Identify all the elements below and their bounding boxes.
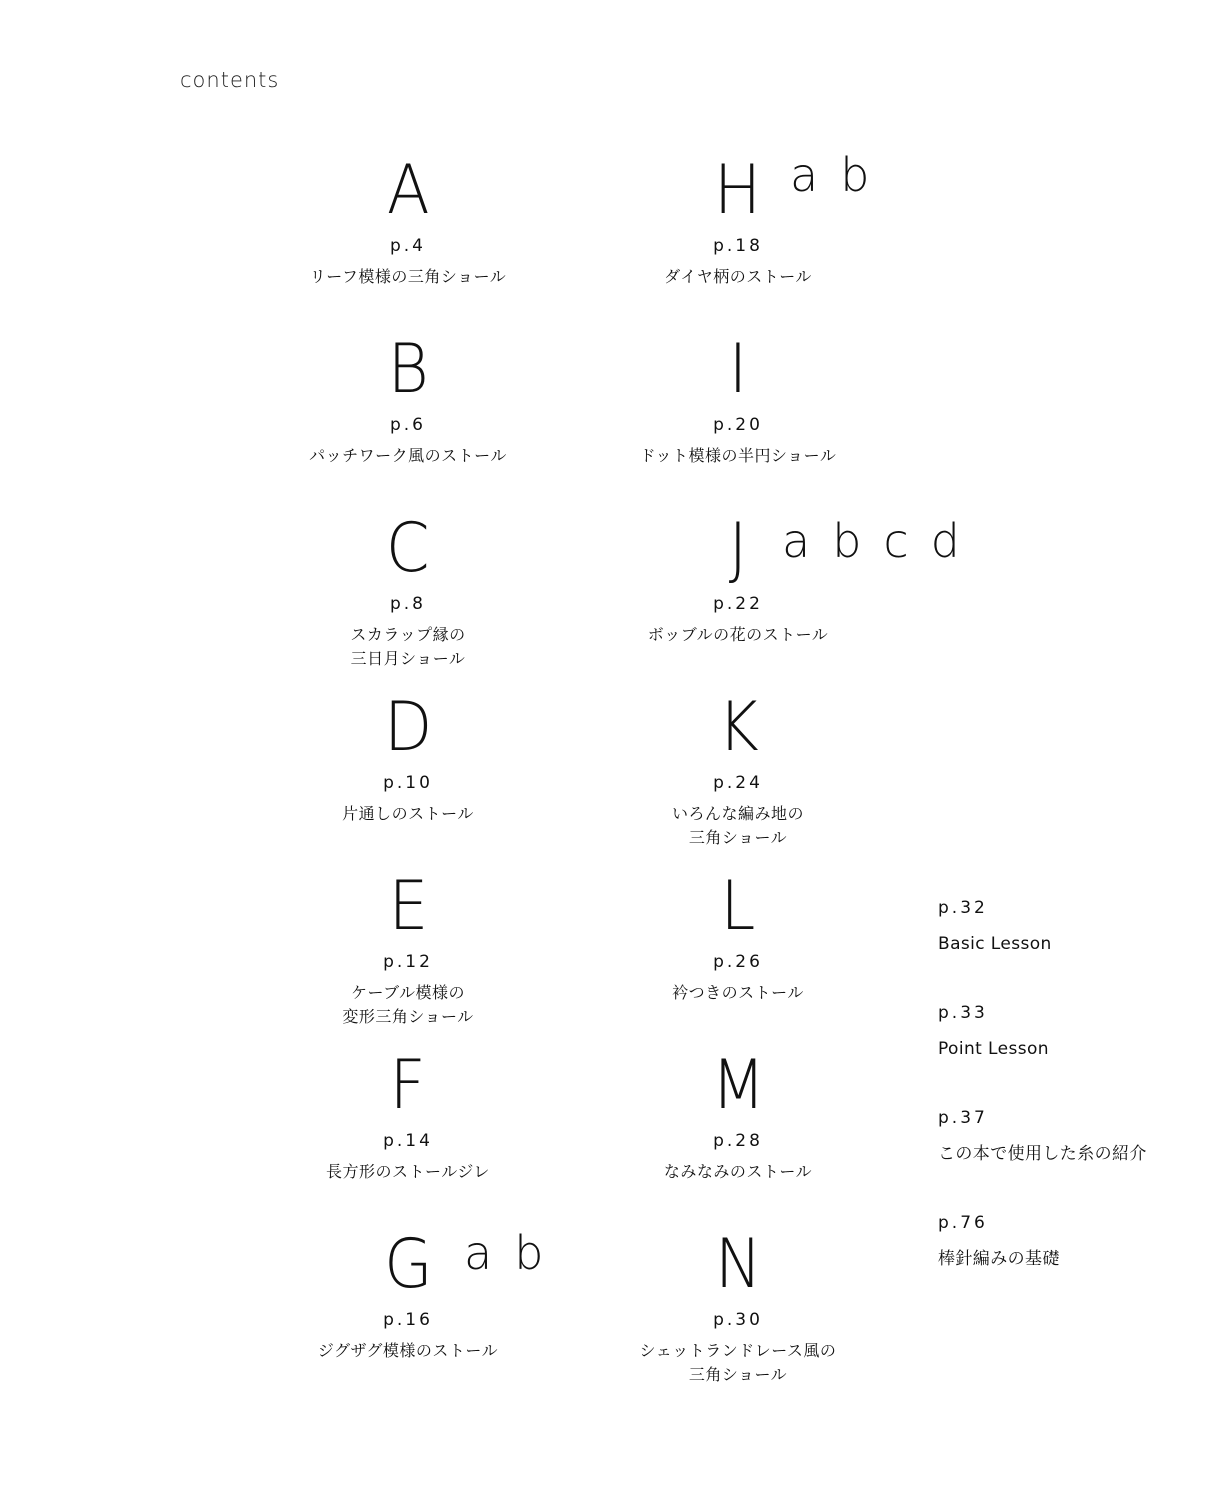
contents-entry-b[interactable] [258,330,558,468]
contents-entry-l[interactable] [588,867,888,1005]
subentry-page: p.37 [938,1108,988,1128]
entry-letter: G [383,1225,433,1304]
subentry-page: p.32 [938,898,988,918]
subentry-title: Basic Lesson [938,934,1052,954]
entry-letter: K [717,688,759,767]
entry-variants: abcd [782,514,982,568]
entry-variants: ab [464,1226,566,1280]
entry-letter: J [728,509,748,588]
entry-letter: A [386,151,430,230]
subentry-page: p.33 [938,1003,988,1023]
entry-page: p.18 [713,236,763,256]
entry-letter: M [711,1046,765,1125]
subentry-title: この本で使用した糸の紹介 [938,1144,1147,1164]
contents-entry-j[interactable] [588,509,982,647]
entry-letter: F [390,1046,426,1125]
entry-page: p.26 [713,952,763,972]
entry-title: パッチワーク風のストール [309,446,507,465]
entry-title: ケーブル模様の 変形三角ショール [342,983,474,1026]
contents-subentry-point-lesson[interactable] [938,1003,1049,1061]
entry-title: シェットランドレース風の 三角ショール [639,1341,837,1384]
contents-entry-d[interactable] [258,688,558,826]
contents-entry-f[interactable] [258,1046,558,1184]
entry-page: p.4 [389,236,426,256]
entry-letter: I [728,330,748,409]
contents-entry-h[interactable] [588,148,892,289]
entry-page: p.20 [713,415,763,435]
entry-title: ジグザグ模様のストール [317,1341,499,1360]
entry-page: p.14 [383,1131,433,1151]
contents-entry-g[interactable] [258,1225,566,1363]
entry-letter: H [714,151,762,230]
entry-title: 片通しのストール [342,804,474,823]
entry-page: p.30 [713,1310,763,1330]
entry-letter: C [386,509,430,588]
subentry-title: 棒針編みの基礎 [938,1249,1060,1269]
entry-title: いろんな編み地の 三角ショール [671,804,804,847]
contents-subentry-basics[interactable] [938,1213,1060,1271]
entry-page: p.16 [383,1310,433,1330]
entry-letter: D [383,688,433,767]
contents-subentry-basic-lesson[interactable] [938,898,1052,956]
contents-entry-i[interactable] [588,330,888,468]
contents-heading: contents [180,68,280,92]
contents-entry-n[interactable] [588,1225,888,1387]
entry-letter: E [388,867,428,946]
entry-page: p.12 [383,952,433,972]
entry-title: 長方形のストールジレ [326,1162,490,1181]
entry-page: p.28 [713,1131,763,1151]
entry-letter: N [714,1225,762,1304]
entry-page: p.8 [389,594,426,614]
entry-title: ボッブルの花のストール [647,625,829,644]
entry-page: p.10 [383,773,433,793]
entry-title: スカラップ縁の 三日月ショール [350,625,466,668]
entry-title: ドット模様の半円ショール [639,446,837,465]
entry-page: p.24 [713,773,763,793]
entry-variants: ab [790,148,892,202]
entry-page: p.6 [389,415,426,435]
contents-entry-m[interactable] [588,1046,888,1184]
contents-entry-c[interactable] [258,509,558,671]
subentry-title: Point Lesson [938,1039,1049,1059]
entry-letter: B [387,330,429,409]
entry-letter: L [720,867,756,946]
contents-subentry-yarn[interactable] [938,1108,1147,1166]
entry-title: リーフ模様の三角ショール [309,267,507,286]
contents-entry-e[interactable] [258,867,558,1029]
entry-page: p.22 [713,594,763,614]
contents-entry-a[interactable] [258,151,558,289]
contents-entry-k[interactable] [588,688,888,850]
subentry-page: p.76 [938,1213,988,1233]
entry-title: 衿つきのストール [672,983,804,1002]
entry-title: ダイヤ柄のストール [664,267,812,286]
entry-title: なみなみのストール [663,1162,813,1181]
